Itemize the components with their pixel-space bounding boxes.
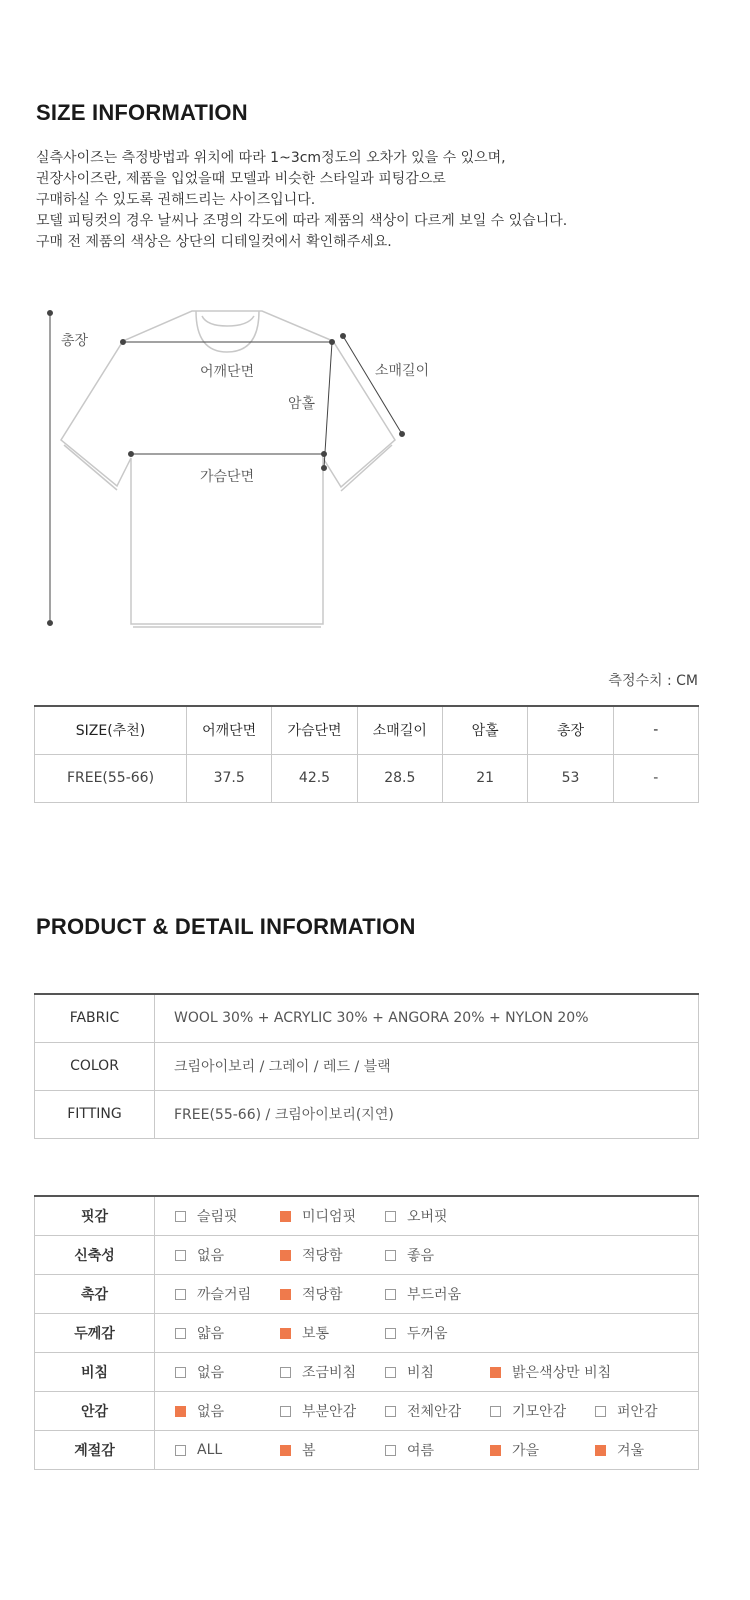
- table-row: [35, 1275, 699, 1314]
- feel-options-cell: [155, 1236, 699, 1275]
- size-header-cell: 어깨단면: [187, 706, 272, 754]
- feel-option-label: 없음: [197, 1365, 225, 1381]
- feel-option: [595, 1431, 644, 1469]
- size-cell: 28.5: [357, 754, 442, 802]
- feel-option: [490, 1431, 539, 1469]
- checked-box-icon: [490, 1445, 501, 1456]
- feel-option: [175, 1431, 222, 1469]
- feel-options: [155, 1197, 698, 1235]
- feel-options: [155, 1236, 698, 1274]
- unchecked-box-icon: [280, 1367, 291, 1378]
- unchecked-box-icon: [385, 1406, 396, 1417]
- measurement-unit: 측정수치 : CM: [608, 673, 698, 689]
- info-value: 크림아이보리 / 그레이 / 레드 / 블랙: [155, 1042, 699, 1090]
- unchecked-box-icon: [175, 1289, 186, 1300]
- feel-label: 신축성: [35, 1236, 155, 1275]
- feel-option-label: 부드러움: [407, 1287, 462, 1303]
- feel-option: [385, 1197, 448, 1235]
- feel-option-label: 오버핏: [407, 1209, 448, 1225]
- size-note-line: 실측사이즈는 측정방법과 위치에 따라 1~3cm정도의 오차가 있을 수 있으며,: [36, 150, 506, 166]
- size-header-cell: 가슴단면: [272, 706, 357, 754]
- feel-option-label: 까슬거림: [197, 1287, 252, 1303]
- table-row: [35, 754, 699, 802]
- feel-option: [175, 1236, 224, 1274]
- feel-option-label: 가을: [512, 1443, 540, 1459]
- checked-box-icon: [280, 1289, 291, 1300]
- feel-option-label: 두꺼움: [407, 1326, 448, 1342]
- feel-label: 비침: [35, 1353, 155, 1392]
- unchecked-box-icon: [175, 1445, 186, 1456]
- size-header-cell: -: [613, 706, 698, 754]
- size-note-line: 구매 전 제품의 색상은 상단의 디테일컷에서 확인해주세요.: [36, 234, 392, 250]
- size-cell: 37.5: [187, 754, 272, 802]
- feel-options: [155, 1314, 698, 1352]
- size-table-header: [35, 706, 699, 754]
- feel-option-label: 미디엄핏: [302, 1209, 357, 1225]
- feel-options-cell: [155, 1392, 699, 1431]
- feel-option-label: 밝은색상만 비침: [512, 1365, 612, 1381]
- sleeve-label: 소매길이: [375, 363, 430, 379]
- feel-option: [385, 1353, 434, 1391]
- feel-option-label: ALL: [197, 1442, 223, 1458]
- feel-option: [280, 1353, 356, 1391]
- unchecked-box-icon: [385, 1445, 396, 1456]
- checked-box-icon: [280, 1211, 291, 1222]
- feel-option: [280, 1392, 356, 1430]
- unchecked-box-icon: [385, 1289, 396, 1300]
- feel-options: [155, 1275, 698, 1313]
- feel-option-label: 얇음: [197, 1326, 225, 1342]
- tshirt-illustration: [0, 290, 750, 650]
- feel-option-label: 봄: [302, 1443, 316, 1459]
- unchecked-box-icon: [175, 1328, 186, 1339]
- unchecked-box-icon: [280, 1406, 291, 1417]
- unchecked-box-icon: [385, 1211, 396, 1222]
- size-note-line: 권장사이즈란, 제품을 입었을때 모델과 비슷한 스타일과 피팅감으로: [36, 171, 446, 187]
- table-row: [35, 1042, 699, 1090]
- size-header-cell: SIZE(추천): [35, 706, 187, 754]
- size-info-title: SIZE INFORMATION: [36, 100, 248, 125]
- feel-option-label: 없음: [197, 1248, 225, 1264]
- feel-option-label: 조금비침: [302, 1365, 357, 1381]
- product-info-table: [34, 993, 699, 1139]
- feel-option: [595, 1392, 658, 1430]
- feel-option: [385, 1431, 434, 1469]
- feel-label: 안감: [35, 1392, 155, 1431]
- feel-option: [385, 1392, 461, 1430]
- feel-option: [175, 1392, 224, 1430]
- size-note-line: 구매하실 수 있도록 권해드리는 사이즈입니다.: [36, 192, 316, 208]
- feel-options-cell: [155, 1196, 699, 1236]
- size-cell: 53: [528, 754, 613, 802]
- feel-option: [490, 1392, 566, 1430]
- feel-label: 촉감: [35, 1275, 155, 1314]
- total-length-label: 총장: [61, 333, 89, 349]
- feel-options-cell: [155, 1431, 699, 1470]
- feel-option: [280, 1236, 343, 1274]
- chest-label: 가슴단면: [200, 469, 255, 485]
- feel-option-label: 기모안감: [512, 1404, 567, 1420]
- checked-box-icon: [175, 1406, 186, 1417]
- size-note-line: 모델 피팅컷의 경우 날씨나 조명의 각도에 따라 제품의 색상이 다르게 보일 수 있습니다.: [36, 213, 568, 229]
- feel-options-cell: [155, 1275, 699, 1314]
- feel-option: [385, 1314, 448, 1352]
- info-label: FITTING: [35, 1090, 155, 1138]
- size-cell: -: [613, 754, 698, 802]
- size-table: [34, 705, 699, 803]
- unchecked-box-icon: [175, 1367, 186, 1378]
- feel-options-cell: [155, 1353, 699, 1392]
- info-value: FREE(55-66) / 크림아이보리(지연): [155, 1090, 699, 1138]
- feel-label: 두께감: [35, 1314, 155, 1353]
- unchecked-box-icon: [595, 1406, 606, 1417]
- feel-label: 계절감: [35, 1431, 155, 1470]
- checked-box-icon: [280, 1445, 291, 1456]
- fit-feel-table: [34, 1195, 699, 1470]
- unchecked-box-icon: [175, 1211, 186, 1222]
- feel-option-label: 슬림핏: [197, 1209, 238, 1225]
- checked-box-icon: [490, 1367, 501, 1378]
- size-header-cell: 소매길이: [357, 706, 442, 754]
- info-label: FABRIC: [35, 994, 155, 1042]
- feel-option-label: 비침: [407, 1365, 435, 1381]
- table-row: [35, 1090, 699, 1138]
- table-row: [35, 1196, 699, 1236]
- feel-option-label: 적당함: [302, 1287, 343, 1303]
- unchecked-box-icon: [385, 1328, 396, 1339]
- feel-label: 핏감: [35, 1196, 155, 1236]
- table-row: [35, 1431, 699, 1470]
- feel-option-label: 퍼안감: [617, 1404, 658, 1420]
- info-label: COLOR: [35, 1042, 155, 1090]
- feel-option-label: 전체안감: [407, 1404, 462, 1420]
- unchecked-box-icon: [385, 1367, 396, 1378]
- checked-box-icon: [280, 1250, 291, 1261]
- unchecked-box-icon: [175, 1250, 186, 1261]
- feel-option: [385, 1236, 434, 1274]
- unchecked-box-icon: [385, 1250, 396, 1261]
- feel-option: [280, 1314, 329, 1352]
- feel-option: [175, 1353, 224, 1391]
- feel-option: [280, 1197, 356, 1235]
- feel-option-label: 여름: [407, 1443, 435, 1459]
- feel-option: [385, 1275, 461, 1313]
- feel-option: [490, 1353, 611, 1391]
- armhole-label: 암홀: [288, 396, 316, 412]
- size-cell: 21: [442, 754, 527, 802]
- unchecked-box-icon: [490, 1406, 501, 1417]
- feel-option: [175, 1314, 224, 1352]
- feel-option: [280, 1431, 316, 1469]
- size-notes: [36, 148, 716, 253]
- feel-option-label: 부분안감: [302, 1404, 357, 1420]
- feel-option-label: 적당함: [302, 1248, 343, 1264]
- table-row: [35, 1392, 699, 1431]
- info-value: WOOL 30% + ACRYLIC 30% + ANGORA 20% + NYLON 20%: [155, 994, 699, 1042]
- table-row: [35, 1353, 699, 1392]
- size-header-cell: 암홀: [442, 706, 527, 754]
- size-cell: 42.5: [272, 754, 357, 802]
- checked-box-icon: [280, 1328, 291, 1339]
- feel-option-label: 보통: [302, 1326, 330, 1342]
- feel-option-label: 좋음: [407, 1248, 435, 1264]
- feel-options: [155, 1353, 698, 1391]
- size-cell: FREE(55-66): [35, 754, 187, 802]
- feel-option: [175, 1197, 238, 1235]
- table-row: [35, 1314, 699, 1353]
- feel-option: [175, 1275, 251, 1313]
- checked-box-icon: [595, 1445, 606, 1456]
- tshirt-measurement-diagram: [0, 290, 750, 650]
- feel-options: [155, 1431, 698, 1469]
- table-row: [35, 994, 699, 1042]
- feel-option-label: 없음: [197, 1404, 225, 1420]
- shoulder-label: 어깨단면: [200, 364, 255, 380]
- feel-options: [155, 1392, 698, 1430]
- product-info-title: PRODUCT & DETAIL INFORMATION: [36, 914, 416, 939]
- feel-options-cell: [155, 1314, 699, 1353]
- table-row: [35, 1236, 699, 1275]
- feel-option-label: 겨울: [617, 1443, 645, 1459]
- size-header-cell: 총장: [528, 706, 613, 754]
- feel-option: [280, 1275, 343, 1313]
